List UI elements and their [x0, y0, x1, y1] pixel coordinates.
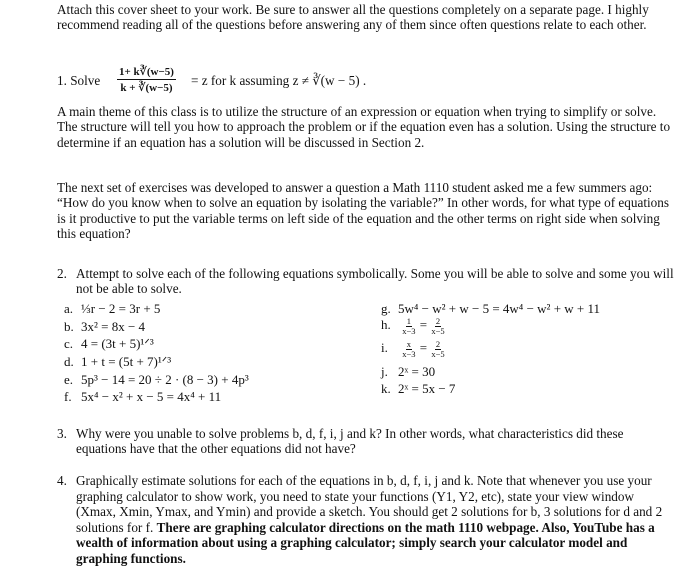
fraction-denominator: k + ∛(w−5): [120, 82, 173, 94]
question-4-text: Graphically estimate solutions for each of the equations in b, d, f, i, j and k. Note that whenever you use your graphing calculator to show work, you need to state your functions (Y1, Y2, etc), state your view window (Xmax, Xmin, Ymax, and Ymin) and provide a sketch. You should get 2 solutions for b, 3 solutions for d and 2 solutions for f. There are graphing calculator directions on the math 1110 webpage. Also, YouTube has a wealth of information about using a graphing calculator; simply search your calculator model and graphing functions.: [76, 473, 663, 566]
fraction-numerator: 1+ k∛(w−5): [119, 66, 174, 78]
intro-paragraph: Attach this cover sheet to your work. Be sure to answer all the questions completely on a separate page. I highly recommend reading all of the questions before answering any of them since often questions relate to each other.: [57, 2, 649, 33]
equation-j: j. 2ˣ = 30: [381, 364, 436, 379]
question-4-number: 4.: [57, 473, 67, 488]
question-2-number: 2.: [57, 266, 67, 281]
question-3-number: 3.: [57, 426, 67, 441]
question-1: [57, 63, 677, 97]
equation-e: e. 5p³ − 14 = 20 ÷ 2 · (8 − 3) + 4p³: [64, 372, 249, 387]
question-1-fraction: [117, 65, 176, 94]
question-1-label: 1. Solve: [57, 73, 101, 88]
equation-g: g. 5w⁴ − w² + w − 5 = 4w⁴ − w² + w + 11: [381, 301, 601, 316]
equation-i: i. $\frac{x}{x-3}$ = $\frac{2}{x-5}$: [381, 339, 445, 359]
equation-h: h. $\frac{1}{x-3}$ = $\frac{2}{x-5}$: [381, 316, 445, 336]
theme-paragraph: A main theme of this class is to utilize the structure of an expression or equation when trying to simplify or solve. The structure will tell you how to approach the problem or if the equation even has a solution. Using the structure to determine if an equation has a solution will be discussed in Section 2.: [57, 104, 671, 150]
equation-c: c. 4 = (3t + 5)¹ᐟ³: [64, 336, 154, 351]
question-1-condition: = z for k assuming z ≠ ∛(w − 5) .: [191, 73, 367, 88]
equation-k: k. 2ˣ = 5x − 7: [381, 381, 456, 396]
next-exercises-paragraph: The next set of exercises was developed to answer a question a Math 1110 student asked me a few summers ago: “How do you know when to solve an equation by isolating the variable?” In other words, for what type of equations is it productive to put the variable terms on left side of the equation and the other terms on right side when solving this equation?: [57, 180, 669, 242]
equation-d: d. 1 + t = (5t + 7)¹ᐟ³: [64, 354, 172, 369]
question-4-bold-note: There are graphing calculator directions on the math 1110 webpage. Also, YouTube has a wealth of information about using a graphing calculator; simply search your calculator model and graphing functions.: [76, 519, 655, 566]
question-2-text: Attempt to solve each of the following equations symbolically. Some you will be able to solve and some you will not be able to solve.: [76, 266, 674, 297]
equation-b: b. 3x² = 8x − 4: [64, 319, 146, 334]
equation-f: f. 5x⁴ − x² + x − 5 = 4x⁴ + 11: [64, 389, 222, 404]
question-3-text: Why were you unable to solve problems b, d, f, i, j and k? In other words, what characteristics did these equations have that the other equations did not have?: [76, 426, 624, 457]
equation-a: a. ⅓r − 2 = 3r + 5: [64, 301, 161, 316]
